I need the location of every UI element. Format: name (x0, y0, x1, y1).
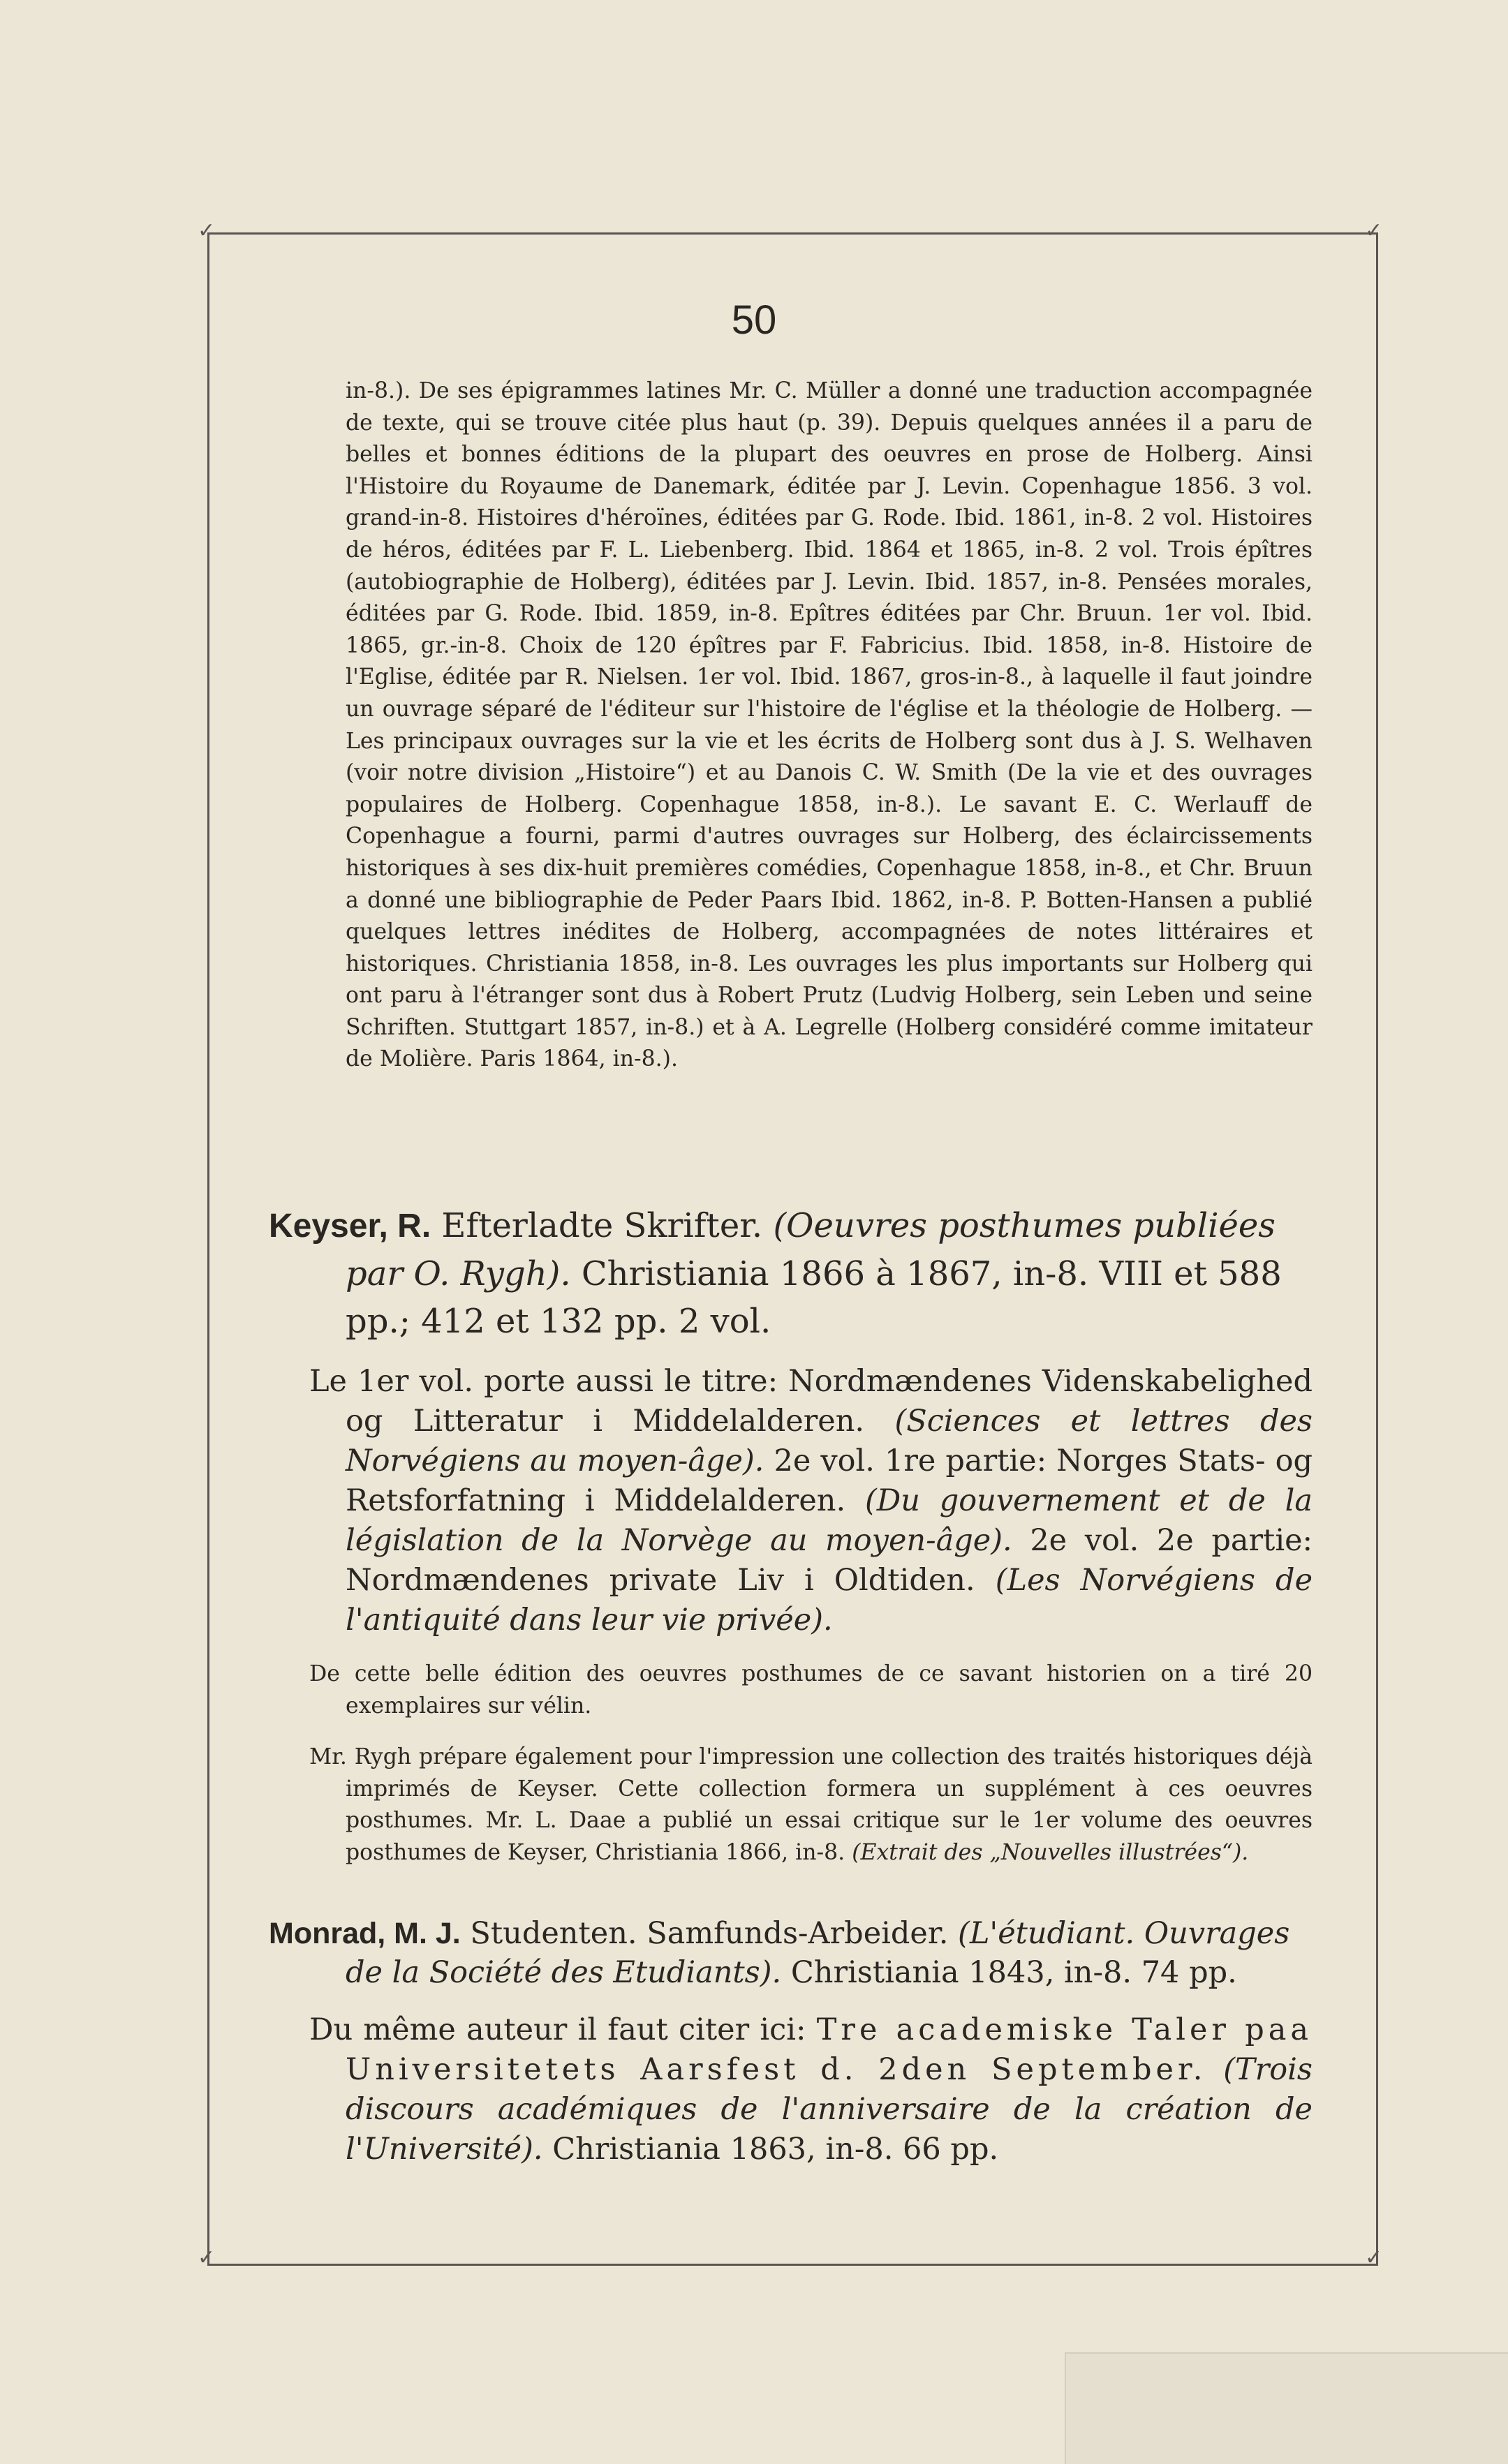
desc-vol-2-part-2-translation: (Les Norvégiens de l'antiquité dans leur vie privée). (346, 1563, 1313, 1638)
entry-heading (269, 1202, 1313, 1345)
desc-work-imprint: Christiania 1863, in-8. 66 pp. (552, 2132, 999, 2167)
desc-intro: Du même auteur il faut citer ici: (309, 2012, 806, 2047)
scan-corner-patch (1065, 2352, 1508, 2464)
entry-description (309, 2010, 1313, 2169)
entry-imprint: Christiania 1866 à 1867, in-8. VIII et 588 pp.; 412 et 132 pp. 2 vol. (346, 1254, 1282, 1341)
desc-vol-1-translation: (Sciences et lettres des Norvégiens au moyen-âge). (346, 1404, 1313, 1478)
entry-imprint: Christiania 1843, in-8. 74 pp. (790, 1955, 1237, 1990)
note-edition: De cette belle édition des oeuvres posthumes de ce savant historien on a tiré 20 exemplaires sur vélin. (309, 1661, 1313, 1719)
note-rygh (309, 1742, 1313, 1869)
desc-vol-2-part-2: 2e vol. 2e partie: Nordmændenes private Liv i Oldtiden. (346, 1523, 1313, 1598)
holberg-paragraph (346, 376, 1313, 1076)
entry-monrad (269, 1914, 1313, 2169)
note-rygh-text: Mr. Rygh prépare également pour l'impression une collection des traités historiques déjà imprimés de Keyser. Cette collection formera un supplément à ces oeuvres posthumes. Mr. L. Daae a publié un essai critique sur le 1er volume des oeuvres posthumes de Keyser, Christiania 1866, in-8. (309, 1744, 1313, 1865)
entry-title-translation: (L'étudiant. Ouvrages de la Société des Etudiants). (346, 1916, 1290, 1990)
paragraph-1: in-8.). De ses épigrammes latines Mr. C. Müller a donné une traduction accompagnée de texte, qui se trouve citée plus haut (p. 39). Depuis quelques années il a paru de belles et bonnes éditions de la plupart des oeuvres en prose de Holberg. Ainsi l'Histoire du Royaume de Danemark, éditée par J. Levin. Copenhague 1856. 3 vol. grand-in-8. Histoires d'héroïnes, éditées par G. Rode. Ibid. 1861, in-8. 2 vol. Histoires de héros, éditées par F. L. Liebenberg. Ibid. 1864 et 1865, in-8. 2 vol. Trois épîtres (autobiographie de Holberg), éditées par J. Levin. Ibid. 1857, in-8. Pensées morales, éditées par G. Rode. Ibid. 1859, in-8. Epîtres éditées par Chr. Bruun. 1er vol. Ibid. 1865, gr.-in-8. Choix de 120 épîtres par F. Fabricius. Ibid. 1858, in-8. Histoire de l'Eglise, éditée par R. Nielsen. 1er vol. Ibid. 1867, gros-in-8., à laquelle il faut joindre un ouvrage séparé de l'éditeur sur l'histoire de l'église et la théologie de Holberg. — Les principaux ouvrages sur la vie et les écrits de Holberg sont dus à J. S. Welhaven (voir notre division „Histoire“) et au Danois C. W. Smith (De la vie et des ouvrages populaires de Holberg. Copenhague 1858, in-8.). Le savant E. C. Werlauff de Copenhague a fourni, parmi d'autres ouvrages sur Holberg, des éclaircissements historiques à ses dix-huit premières comédies, Copenhague 1858, in-8., et Chr. Bruun a donné une bibliographie de Peder Paars Ibid. 1862, in-8. P. Botten-Hansen a publié quelques lettres inédites de Holberg, accompagnées de notes littéraires et historiques. Christiania 1858, in-8. Les ouvrages les plus importants sur Holberg qui ont paru à l'étranger sont dus à Robert Prutz (Ludvig Holberg, sein Leben und seine Schriften. Stuttgart 1857, in-8.) et à A. Legrelle (Holberg considéré comme imitateur de Molière. Paris 1864, in-8.). (346, 378, 1313, 1072)
note-rygh-source: (Extrait des „Nouvelles illustrées“). (852, 1839, 1249, 1865)
entry-title-translation: (Oeuvres posthumes publiées par O. Rygh). (346, 1206, 1276, 1293)
ornament-top-left: ✓ (198, 218, 216, 243)
entry-title: Studenten. Samfunds-Arbeider. (470, 1916, 949, 1951)
ornament-bottom-left: ✓ (198, 2246, 216, 2270)
entry-description (309, 1362, 1313, 1640)
entry-keyser (269, 1202, 1313, 1869)
entry-heading (269, 1914, 1313, 1992)
entry-author: Monrad, M. J. (269, 1917, 461, 1950)
ornament-top-right: ✓ (1365, 218, 1383, 243)
desc-work-translation: (Trois discours académiques de l'anniversaire de la création de l'Université). (346, 2052, 1313, 2167)
desc-vol-1: Le 1er vol. porte aussi le titre: Nordmændenes Videnskabelighed og Litteratur i Middelalderen. (309, 1364, 1313, 1439)
desc-vol-2-part-1: 2e vol. 1re partie: Norges Stats- og Retsforfatning i Middelalderen. (346, 1443, 1313, 1518)
entry-author: Keyser, R. (269, 1208, 431, 1245)
desc-work-title: Tre academiske Taler paa Universitetets Aarsfest d. 2den September. (346, 2012, 1313, 2087)
ornament-bottom-right: ✓ (1365, 2246, 1383, 2270)
entry-title: Efterladte Skrifter. (441, 1206, 763, 1245)
page-number: 50 (731, 297, 777, 343)
desc-vol-2-part-1-translation: (Du gouvernement et de la législation de la Norvège au moyen-âge). (346, 1483, 1313, 1558)
